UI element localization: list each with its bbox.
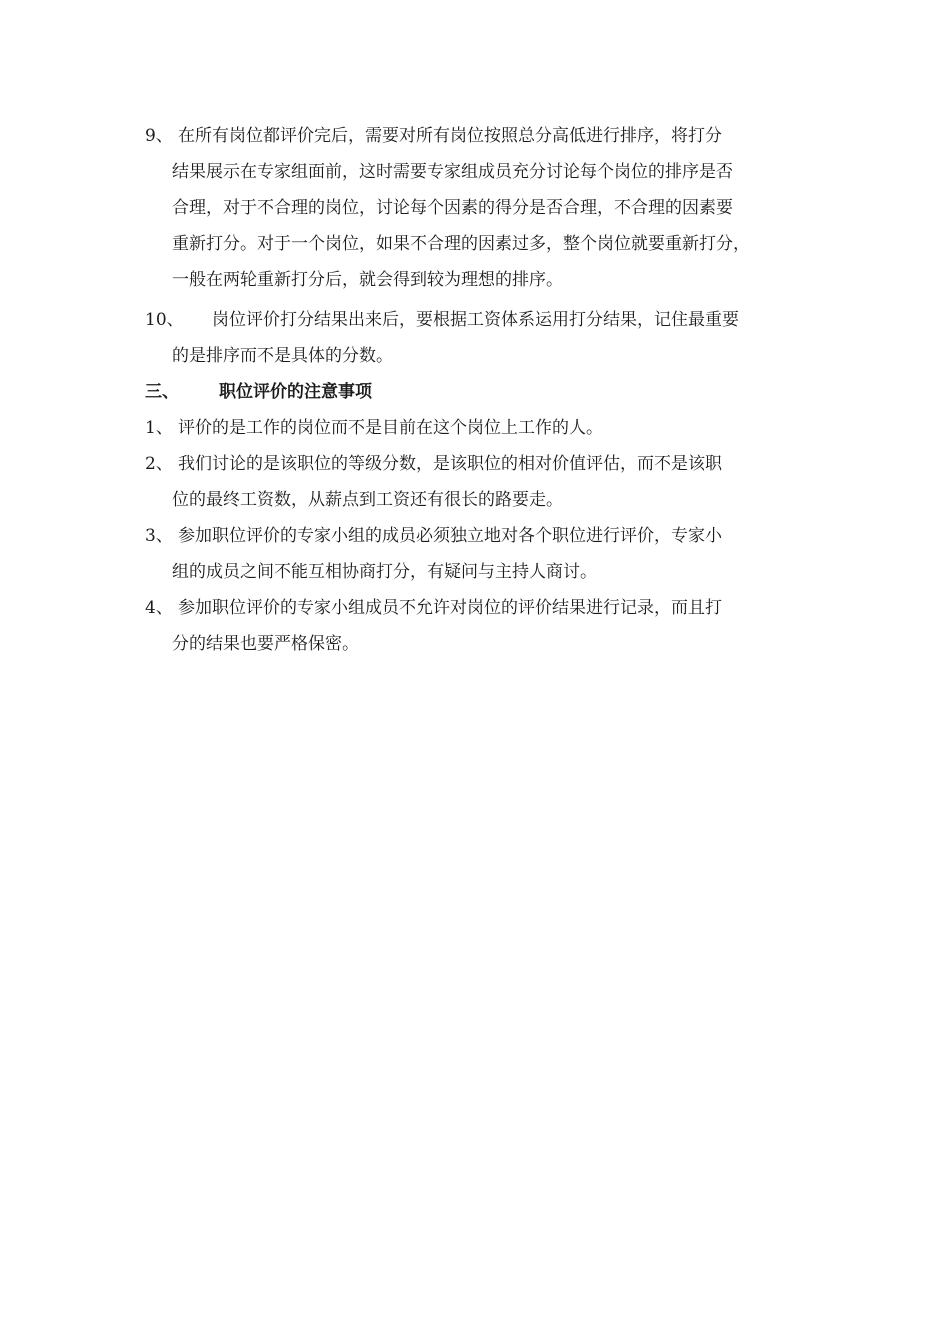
list-item-number: 1、	[145, 418, 173, 438]
list-item-line: 分的结果也要严格保密。	[172, 634, 359, 654]
list-item-line: 重新打分。对于一个岗位，如果不合理的因素过多，整个岗位就要重新打分，	[172, 234, 750, 254]
list-item-2	[145, 446, 825, 518]
list-item-number: 4、	[145, 598, 173, 618]
list-item-line: 合理，对于不合理的岗位，讨论每个因素的得分是否合理，不合理的因素要	[172, 198, 733, 218]
list-item-4	[145, 590, 825, 662]
list-item-3	[145, 518, 825, 590]
list-item-9	[145, 118, 825, 298]
list-item-line	[145, 518, 825, 554]
list-item-number: 3、	[145, 526, 173, 546]
list-item-number: 2、	[145, 454, 173, 474]
list-item-line: 一般在两轮重新打分后，就会得到较为理想的排序。	[172, 270, 563, 290]
list-item-number: 10、	[145, 310, 184, 330]
section-heading	[145, 374, 372, 410]
list-item-line: 位的最终工资数，从薪点到工资还有很长的路要走。	[172, 490, 563, 510]
list-item-line	[145, 302, 825, 338]
list-item-text: 参加职位评价的专家小组成员不允许对岗位的评价结果进行记录，而且打	[178, 598, 722, 618]
list-item-line	[145, 446, 825, 482]
list-item-number: 9、	[145, 126, 173, 146]
list-item-text: 参加职位评价的专家小组的成员必须独立地对各个职位进行评价，专家小	[178, 526, 722, 546]
list-item-line	[145, 590, 825, 626]
list-item-line	[145, 118, 825, 154]
section-title: 职位评价的注意事项	[219, 382, 372, 402]
list-item-line	[145, 410, 825, 446]
list-item-10	[145, 302, 825, 374]
list-item-line: 组的成员之间不能互相协商打分，有疑问与主持人商讨。	[172, 562, 597, 582]
list-item-text: 我们讨论的是该职位的等级分数，是该职位的相对价值评估，而不是该职	[178, 454, 722, 474]
list-item-text: 在所有岗位都评价完后，需要对所有岗位按照总分高低进行排序，将打分	[178, 126, 722, 146]
list-item-text: 评价的是工作的岗位而不是目前在这个岗位上工作的人。	[178, 418, 603, 438]
list-item-line: 的是排序而不是具体的分数。	[172, 346, 393, 366]
list-item-1	[145, 410, 825, 446]
list-item-text: 岗位评价打分结果出来后，要根据工资体系运用打分结果，记住最重要	[212, 310, 739, 330]
list-item-line: 结果展示在专家组面前，这时需要专家组成员充分讨论每个岗位的排序是否	[172, 162, 733, 182]
section-number: 三、	[145, 382, 179, 402]
